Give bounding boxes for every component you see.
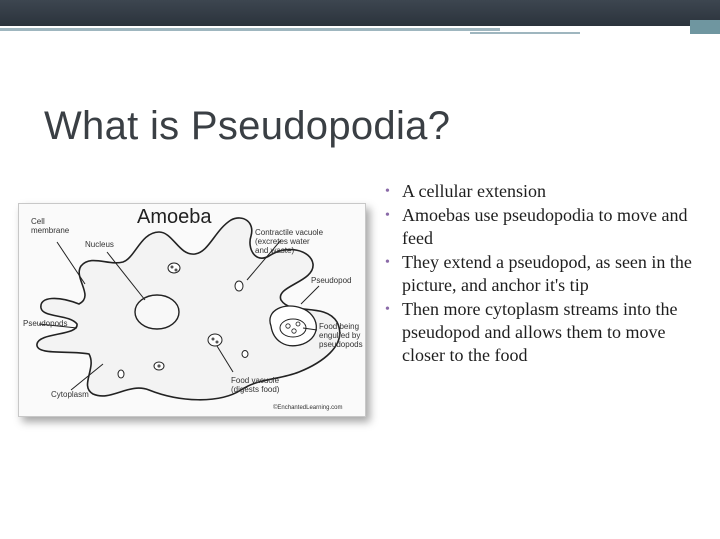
bullet-list — [382, 180, 712, 368]
bullet-text: They extend a pseudopod, as seen in the picture, and anchor it's tip — [402, 252, 692, 295]
label-pseudopods: Pseudopods — [23, 319, 68, 328]
bullet-marker: • — [385, 302, 390, 317]
accent-block — [690, 20, 720, 34]
diagram-title: Amoeba — [137, 206, 212, 228]
amoeba-diagram — [18, 203, 366, 417]
label-food-engulfed: Food being engulfed by pseudopods — [319, 322, 363, 349]
bullet-item — [382, 204, 712, 250]
slide-title: What is Pseudopodia? — [44, 104, 451, 148]
bullet-marker: • — [385, 208, 390, 223]
bullet-marker: • — [385, 255, 390, 270]
accent-line — [0, 28, 500, 31]
accent-line — [470, 32, 580, 34]
image-credit: ©EnchantedLearning.com — [273, 405, 343, 411]
label-cytoplasm: Cytoplasm — [51, 390, 89, 399]
label-cell-membrane: Cell membrane — [31, 217, 70, 235]
bullet-item — [382, 251, 712, 297]
bullet-item — [382, 180, 712, 203]
accent-stripe — [0, 26, 720, 36]
label-nucleus: Nucleus — [85, 240, 114, 249]
nucleus-shape — [135, 295, 179, 329]
label-pseudopod: Pseudopod — [311, 276, 352, 285]
bullet-text: A cellular extension — [402, 181, 546, 201]
bullet-text: Then more cytoplasm streams into the pseudopod and allows them to move closer to the food — [402, 299, 678, 365]
bullet-marker: • — [385, 184, 390, 199]
label-contractile-vacuole: Contractile vacuole (excretes water and waste) — [255, 228, 324, 255]
top-banner — [0, 0, 720, 26]
bullet-item — [382, 298, 712, 367]
label-food-vacuole: Food vacuole (digests food) — [231, 376, 280, 394]
bullet-text: Amoebas use pseudopodia to move and feed — [402, 205, 688, 248]
